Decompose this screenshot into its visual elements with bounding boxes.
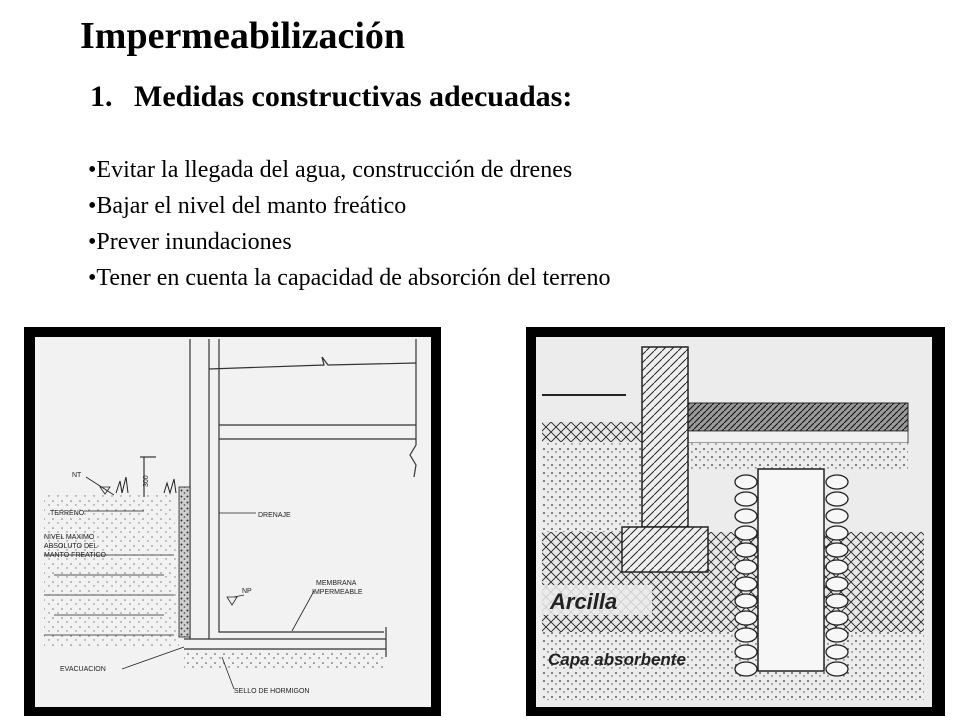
foundation-drainage-svg	[24, 327, 441, 716]
label-capa-absorbente: Capa absorbente	[548, 650, 686, 669]
bullet-item: • Bajar el nivel del manto freático	[88, 188, 610, 224]
bullet-item: • Tener en cuenta la capacidad de absorción del terreno	[88, 260, 610, 296]
clay-layer	[542, 532, 924, 632]
label-nivel-1: NIVEL MAXIMO	[44, 534, 95, 541]
section-heading	[90, 80, 572, 114]
slab-layer	[688, 403, 908, 431]
footing	[622, 527, 708, 572]
soil-right-top	[688, 443, 908, 469]
soil-left	[542, 442, 642, 532]
bullet-list	[88, 152, 610, 296]
label-sello: SELLO DE HORMIGON	[234, 688, 310, 695]
absorbent-layer-drawing	[526, 327, 945, 716]
concrete-seal-layer	[184, 649, 384, 671]
label-membrana-2: IMPERMEABLE	[312, 589, 363, 596]
label-nivel-3: MANTO FREATICO	[44, 552, 106, 559]
section-heading-text: Medidas constructivas adecuadas:	[134, 80, 573, 113]
absorbent-pit	[758, 469, 824, 671]
gravel-drain-layer	[179, 487, 190, 637]
section-number: 1.	[90, 80, 113, 113]
label-dimension: 300	[143, 475, 150, 487]
label-terreno: TERRENO	[50, 510, 85, 517]
wall-section	[642, 347, 688, 527]
topsoil-hatch-left	[542, 422, 642, 442]
bullet-item: • Evitar la llegada del agua, construcción de drenes	[88, 152, 610, 188]
label-evacuacion: EVACUACION	[60, 666, 106, 673]
label-drenaje: DRENAJE	[258, 512, 291, 519]
ground-fill	[44, 495, 179, 647]
label-arcilla: Arcilla	[550, 589, 618, 614]
label-np: NP	[242, 588, 252, 595]
bullet-item: • Prever inundaciones	[88, 224, 610, 260]
label-nt: NT	[72, 472, 82, 479]
label-nivel-2: ABSOLUTO DEL	[44, 543, 98, 550]
slab-base	[688, 431, 908, 443]
page-title: Impermeabilización	[80, 15, 406, 57]
label-membrana-1: MEMBRANA	[316, 580, 357, 587]
absorbent-layer-svg	[526, 327, 945, 716]
foundation-drainage-drawing	[24, 327, 441, 716]
